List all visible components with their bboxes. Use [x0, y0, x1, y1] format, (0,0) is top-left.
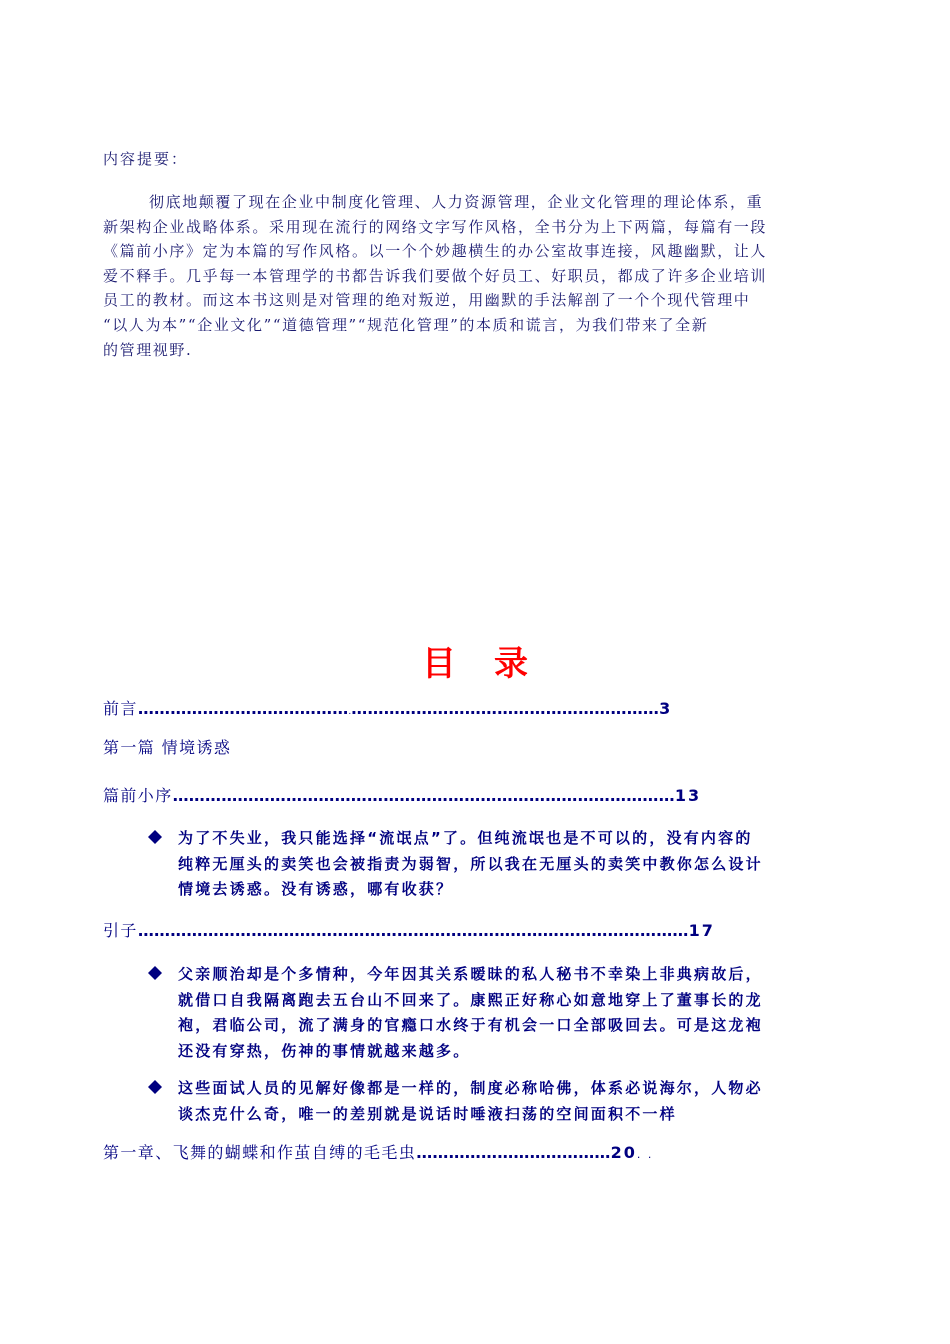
- toc-entry-label: 引子: [103, 921, 138, 940]
- intro-bullet-list: [148, 962, 848, 1139]
- toc-entry-pre-order[interactable]: [103, 783, 701, 806]
- summary-line: 彻底地颠覆了现在企业中制度化管理、人力资源管理，企业文化管理的理论体系，重: [149, 193, 764, 211]
- toc-leader-separator: .: [348, 707, 352, 717]
- toc-leader-dots: …………………………………: [137, 699, 349, 718]
- toc-page-number: 13: [674, 786, 702, 805]
- bullet-line: 为了不失业，我只能选择“流氓点”了。但纯流氓也是不可以的，没有内容的: [178, 829, 753, 847]
- toc-entry-label: 前言: [103, 699, 138, 718]
- toc-entry-part1[interactable]: [103, 735, 231, 758]
- bullet-line: 纯粹无厘头的卖笑也会被指责为弱智，所以我在无厘头的卖笑中教你怎么设计: [178, 854, 763, 873]
- bullet-line: 父亲顺治却是个多情种，今年因其关系暧昧的私人秘书不幸染上非典病故后，: [178, 965, 763, 983]
- toc-leader-dots: …………………………………………………: [351, 699, 660, 718]
- diamond-bullet-icon: [148, 1080, 162, 1094]
- bullet-line: 情境去诱惑。没有诱惑，哪有收获？: [178, 880, 454, 898]
- summary-line: 的管理视野.: [103, 340, 193, 359]
- toc-leader-dots: …………………………………………………………………………………………: [137, 921, 689, 940]
- bullet-line: 谈杰克什么奇，唯一的差别就是说话时唾液扫荡的空间面积不一样: [178, 1104, 677, 1123]
- summary-line: 《篇前小序》定为本篇的写作风格。以一个个妙趣横生的办公室故事连接，风趣幽默，让人: [103, 242, 768, 261]
- summary-line: 员工的教材。而这本书这则是对管理的绝对叛逆，用幽默的手法解剖了一个个现代管理中: [103, 291, 751, 310]
- toc-leader-dots: …………………………………………………………………………………: [172, 786, 675, 805]
- bullet-text: [178, 826, 763, 903]
- list-item: [148, 962, 848, 1064]
- summary-label: 内容提要：: [103, 150, 189, 168]
- toc-page-number: 20: [610, 1143, 637, 1162]
- toc-title: 目录: [422, 644, 566, 684]
- diamond-bullet-icon: [148, 830, 162, 844]
- summary-line: 新架构企业战略体系。采用现在流行的网络文字写作风格，全书分为上下两篇，每篇有一段: [103, 217, 768, 236]
- bullet-line: 就借口自我隔离跑去五台山不回来了。康熙正好称心如意地穿上了董事长的龙: [178, 990, 763, 1009]
- toc-entry-chapter1[interactable]: [103, 1140, 653, 1163]
- bullet-line: 还没有穿热，伤神的事情就越来越多。: [178, 1041, 471, 1060]
- toc-leader-dots: ………………………………: [416, 1143, 611, 1162]
- list-item: [148, 1076, 848, 1127]
- list-item: [148, 826, 848, 903]
- toc-entry-label: 第一篇 情境诱惑: [103, 738, 232, 757]
- summary-paragraph: [103, 190, 833, 362]
- toc-trailing-dots: . .: [636, 1148, 654, 1161]
- summary-line: 爱不释手。几乎每一本管理学的书都告诉我们要做个好员工、好职员，都成了许多企业培训: [103, 266, 768, 285]
- toc-entry-label: 第一章、飞舞的蝴蝶和作茧自缚的毛毛虫: [103, 1143, 417, 1162]
- toc-entry-intro[interactable]: [103, 918, 715, 941]
- bullet-line: 袍，君临公司，流了满身的官瘾口水终于有机会一口全部吸回去。可是这龙袍: [178, 1016, 763, 1034]
- bullet-text: [178, 1076, 763, 1127]
- toc-entry-preface[interactable]: [103, 696, 672, 719]
- toc-page-number: 3: [659, 699, 673, 718]
- toc-entry-label: 篇前小序: [103, 786, 173, 805]
- summary-line: “以人为本”“企业文化”“道德管理”“规范化管理”的本质和谎言，为我们带来了全新: [103, 315, 709, 334]
- diamond-bullet-icon: [148, 966, 162, 980]
- toc-page-number: 17: [688, 921, 715, 940]
- bullet-text: [178, 962, 763, 1064]
- pre-order-bullet-list: [148, 826, 848, 915]
- bullet-line: 这些面试人员的见解好像都是一样的，制度必称哈佛，体系必说海尔，人物必: [178, 1079, 763, 1097]
